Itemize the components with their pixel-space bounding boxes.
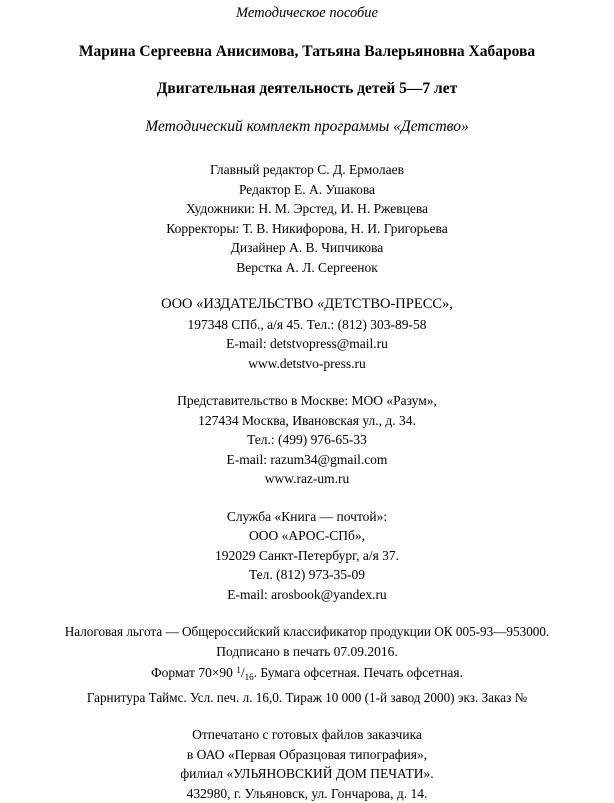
signed-date: Подписано в печать 07.09.2016. xyxy=(216,643,398,659)
printer-block xyxy=(8,725,606,803)
credit-line: Дизайнер А. В. Чипчикова xyxy=(230,240,384,255)
moscow-office-block xyxy=(8,391,606,489)
imprint-block xyxy=(8,622,606,707)
format-suffix: . Бумага офсетная. Печать офсетная. xyxy=(253,665,463,681)
printer-branch: филиал «УЛЬЯНОВСКИЙ ДОМ ПЕЧАТИ». xyxy=(180,766,434,782)
publisher-name: ООО «ИЗДАТЕЛЬСТВО «ДЕТСТВО-ПРЕСС», xyxy=(161,296,453,312)
series-label: Методическое пособие xyxy=(236,5,378,21)
publisher-email: E-mail: detstvopress@mail.ru xyxy=(226,336,388,351)
mail-order-address: 192029 Санкт-Петербург, а/я 37. xyxy=(214,547,400,563)
authors: Марина Сергеевна Анисимова, Татьяна Валерьяновна Хабарова xyxy=(78,42,536,60)
printer-address: 432980, г. Ульяновск, ул. Гончарова, д. 14. xyxy=(186,785,428,801)
publisher-address: 197348 СПб., а/я 45. Тел.: (812) 303-89-58 xyxy=(187,316,427,332)
publisher-block xyxy=(8,295,606,373)
publisher-website: www.detstvo-press.ru xyxy=(248,355,366,371)
subtitle: Методический комплект программы «Детство» xyxy=(145,117,469,135)
mail-order-block xyxy=(8,507,606,605)
moscow-office-website: www.raz-um.ru xyxy=(264,471,350,486)
format-prefix: Формат 70×90 xyxy=(150,665,237,681)
mail-order-email: E-mail: arosbook@yandex.ru xyxy=(227,586,387,602)
credit-line: Верстка А. Л. Сергеенок xyxy=(236,259,378,275)
moscow-office-address: 127434 Москва, Ивановская ул., д. 34. xyxy=(198,412,416,428)
print-run-line: Гарнитура Таймс. Усл. печ. л. 16,0. Тираж 10 000 (1-й завод 2000) экз. Заказ № xyxy=(86,689,528,705)
mail-order-company: ООО «АРОС-СПб», xyxy=(249,528,365,543)
credits-block xyxy=(8,160,606,277)
tax-note: Налоговая льгота — Общероссийский классификатор продукции ОК 005-93—953000. xyxy=(64,624,550,639)
page-title: Двигательная деятельность детей 5—7 лет xyxy=(156,80,458,97)
credit-line: Главный редактор С. Д. Ермолаев xyxy=(210,162,404,177)
mail-order-phone: Тел. (812) 973-35-09 xyxy=(248,567,366,582)
printer-note: Отпечатано с готовых файлов заказчика xyxy=(192,727,422,743)
format-numerator: 1 xyxy=(236,665,241,675)
moscow-office-email: E-mail: razum34@gmail.com xyxy=(226,451,388,467)
moscow-office-phone: Тел.: (499) 976-65-33 xyxy=(247,432,367,447)
format-line: Формат 70×90 $^1/_{16}$. Бумага офсетная. Печать офсетная. xyxy=(150,665,463,683)
credit-line: Корректоры: Т. В. Никифорова, Н. И. Григорьева xyxy=(166,220,448,236)
printer-name: в ОАО «Первая Образцовая типография», xyxy=(186,746,428,762)
credit-line: Редактор Е. А. Ушакова xyxy=(238,181,376,197)
credit-line: Художники: Н. М. Эрстед, И. Н. Ржевцева xyxy=(185,201,429,216)
format-denominator: 16 xyxy=(244,672,254,683)
mail-order-title: Служба «Книга — почтой»: xyxy=(226,508,388,524)
moscow-office-name: Представительство в Москве: МОО «Разум», xyxy=(177,393,437,408)
